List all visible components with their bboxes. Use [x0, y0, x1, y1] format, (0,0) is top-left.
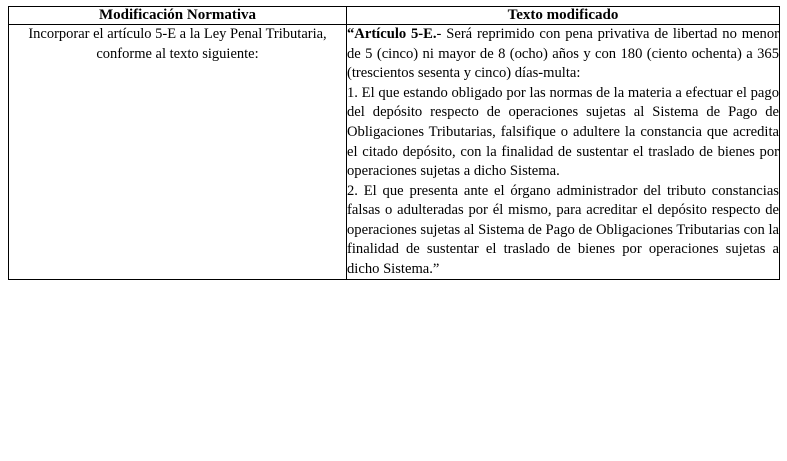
table-body: [9, 25, 780, 280]
table-row: [9, 25, 780, 280]
column-header-modificacion-normativa: Modificación Normativa: [9, 7, 347, 25]
paragraph-item-2: 2. El que presenta ante el órgano administrador del tributo constancias falsas o adulteradas por él mismo, para acreditar el depósito respecto de operaciones sujetas al Sistema de Pago de Obligaciones Tributarias con la finalidad de sustentar el traslado de bienes por operaciones sujetas a dicho Sistema.”: [347, 182, 779, 277]
paragraph-lead: [347, 25, 779, 84]
normative-modification-table: [8, 6, 780, 280]
table-header-row: [9, 7, 780, 25]
articulo-lead-text: - Será reprimido con pena privativa de libertad no menor de 5 (cinco) ni mayor de 8 (ocho) años y con 180 (ciento ochenta) a 365 (trescientos sesenta y cinco) días-multa:: [347, 26, 779, 82]
table-header: [9, 7, 780, 25]
cell-modificacion-normativa: [9, 25, 347, 280]
articulo-label: “Artículo 5-E.: [347, 26, 437, 43]
modificacion-normativa-text: Incorporar el artículo 5-E a la Ley Penal Tributaria, conforme al texto siguiente:: [28, 26, 327, 62]
column-header-texto-modificado: Texto modificado: [347, 7, 780, 25]
paragraph-item-1: 1. El que estando obligado por las normas de la materia a efectuar el pago del depósito respecto de operaciones sujetas al Sistema de Pago de Obligaciones Tributarias, falsifique o adultere la constancia que acredita el citado depósito, con la finalidad de sustentar el traslado de bienes por operaciones sujetas a dicho Sistema.: [347, 84, 779, 180]
cell-texto-modificado: [347, 25, 780, 280]
